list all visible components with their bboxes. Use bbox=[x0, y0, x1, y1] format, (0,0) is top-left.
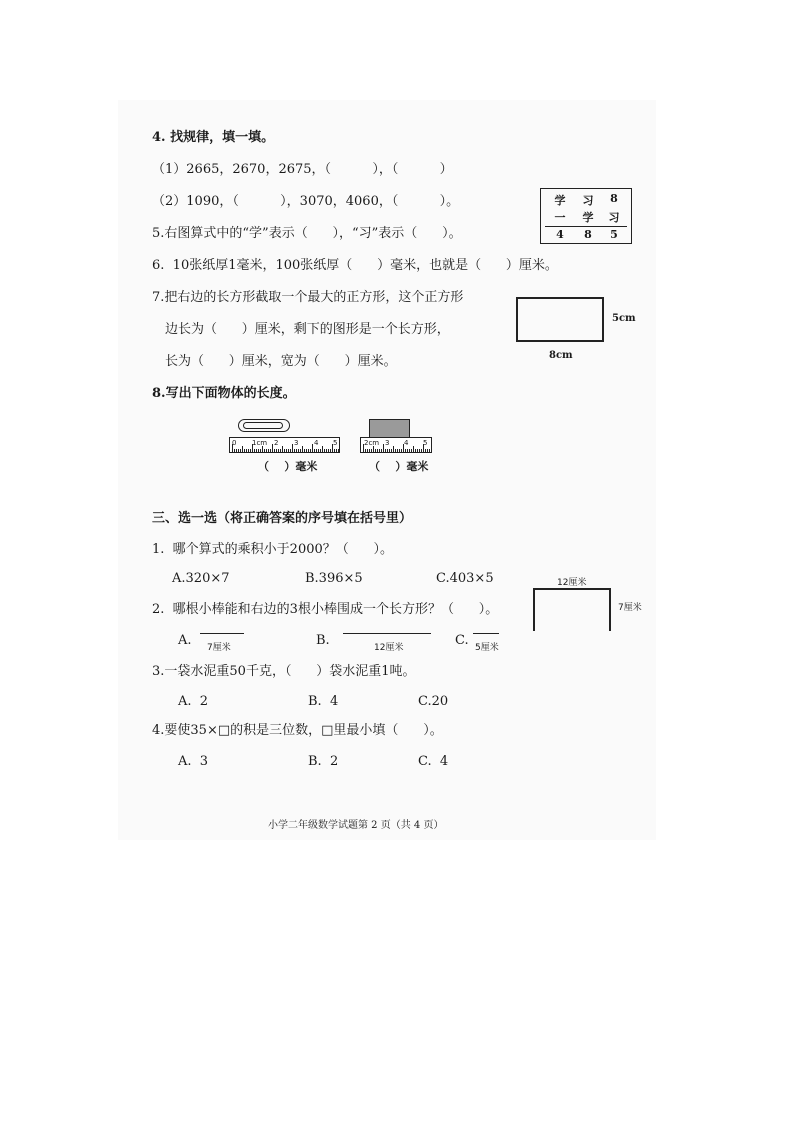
ruler-tick bbox=[304, 449, 305, 452]
q7-line1: 7.把右边的长方形截取一个最大的正方形，这个正方形 bbox=[152, 290, 464, 305]
ruler-tick bbox=[330, 449, 331, 452]
ruler2-num-4: 4 bbox=[404, 439, 409, 447]
ruler-tick bbox=[326, 449, 327, 452]
ruler-tick bbox=[264, 449, 265, 452]
s3-q3-option-a: A. 2 bbox=[178, 694, 209, 709]
s3-q2-option-c: C. bbox=[455, 633, 469, 648]
ruler-tick bbox=[308, 449, 309, 452]
page-footer: 小学二年级数学试题第 2 页（共 4 页） bbox=[268, 820, 444, 831]
ruler-tick bbox=[292, 444, 293, 452]
ruler-tick bbox=[312, 444, 313, 452]
ruler-tick bbox=[314, 449, 315, 452]
s3-q1-text: 1. 哪个算式的乘积小于2000？（ ）。 bbox=[152, 542, 394, 557]
ruler-tick bbox=[429, 449, 430, 452]
ruler-tick bbox=[367, 449, 368, 452]
ruler-tick bbox=[286, 449, 287, 452]
ruler-tick bbox=[266, 449, 267, 452]
s3-q1-option-a: A.320×7 bbox=[172, 571, 230, 586]
ruler-tick bbox=[334, 449, 335, 452]
ruler1-num-5: 5 bbox=[333, 439, 338, 447]
ruler-tick bbox=[270, 449, 271, 452]
ruler-tick bbox=[403, 444, 404, 452]
q4-line1: （1）2665，2670，2675，（ ），（ ） bbox=[152, 162, 453, 177]
vm-r1c3: 8 bbox=[610, 192, 618, 205]
ruler-tick bbox=[272, 444, 273, 452]
vm-r1c2: 习 bbox=[582, 194, 594, 207]
s3-q4-option-b: B. 2 bbox=[308, 754, 339, 769]
s3-q4-option-a: A. 3 bbox=[178, 754, 209, 769]
q8-answer-1: （ ）毫米 bbox=[258, 460, 318, 473]
ruler-tick bbox=[296, 449, 297, 452]
ruler-tick bbox=[417, 449, 418, 452]
ruler-tick bbox=[369, 449, 370, 452]
ruler2-start: 2cm bbox=[364, 439, 380, 447]
ruler-tick bbox=[423, 444, 424, 452]
frame-top-label: 12厘米 bbox=[557, 578, 587, 588]
vm-r2c1: 一 bbox=[554, 211, 566, 224]
ruler-tick bbox=[393, 446, 394, 452]
ruler-tick bbox=[387, 449, 388, 452]
vm-r1c1: 学 bbox=[554, 194, 566, 207]
ruler-tick bbox=[391, 449, 392, 452]
s3-q2-option-b: B. bbox=[316, 633, 330, 648]
q7-line2: 边长为（ ）厘米，剩下的图形是一个长方形， bbox=[165, 322, 450, 337]
ruler-tick bbox=[425, 449, 426, 452]
ruler1-num-3: 3 bbox=[294, 439, 299, 447]
ruler-tick bbox=[405, 449, 406, 452]
s3-q3-text: 3.一袋水泥重50千克，（ ）袋水泥重1吨。 bbox=[152, 664, 416, 679]
ruler-tick bbox=[363, 444, 364, 452]
stick-b bbox=[343, 633, 431, 634]
ruler-tick bbox=[421, 449, 422, 452]
ruler-tick bbox=[276, 449, 277, 452]
ruler-tick bbox=[278, 449, 279, 452]
vm-divider bbox=[545, 226, 627, 227]
ruler-tick bbox=[324, 449, 325, 452]
ruler-tick bbox=[389, 449, 390, 452]
ruler-tick bbox=[316, 449, 317, 452]
stick-a bbox=[200, 633, 244, 634]
stick-c-label: 5厘米 bbox=[475, 643, 499, 653]
ruler-tick bbox=[328, 449, 329, 452]
q4-line2: （2）1090，（ ），3070，4060，（ ）。 bbox=[152, 194, 460, 209]
ruler-tick bbox=[260, 449, 261, 452]
ruler1-num-4: 4 bbox=[314, 439, 319, 447]
s3-q1-option-c: C.403×5 bbox=[436, 571, 494, 586]
ruler-tick bbox=[246, 449, 247, 452]
ruler-tick bbox=[282, 446, 283, 452]
ruler-tick bbox=[302, 446, 303, 452]
ruler-tick bbox=[395, 449, 396, 452]
ruler-tick bbox=[381, 449, 382, 452]
ruler-tick bbox=[377, 449, 378, 452]
ruler-tick bbox=[280, 449, 281, 452]
ruler-tick bbox=[320, 449, 321, 452]
q8-title: 8.写出下面物体的长度。 bbox=[152, 386, 296, 401]
ruler-tick bbox=[244, 449, 245, 452]
ruler-tick bbox=[399, 449, 400, 452]
frame-side-label: 7厘米 bbox=[618, 603, 642, 613]
ruler-tick bbox=[332, 444, 333, 452]
ruler-tick bbox=[242, 446, 243, 452]
ruler-1 bbox=[229, 437, 340, 453]
stick-c bbox=[473, 633, 499, 634]
ruler-tick bbox=[322, 446, 323, 452]
ruler-tick bbox=[385, 449, 386, 452]
s3-q3-option-b: B. 4 bbox=[308, 694, 339, 709]
ruler1-num-2: 2 bbox=[274, 439, 279, 447]
ruler-tick bbox=[284, 449, 285, 452]
vertical-multiplication bbox=[540, 188, 632, 244]
ruler-tick bbox=[268, 449, 269, 452]
ruler-tick bbox=[318, 449, 319, 452]
ruler-tick bbox=[262, 446, 263, 452]
ruler-tick bbox=[258, 449, 259, 452]
measured-block bbox=[369, 419, 410, 439]
ruler-tick bbox=[365, 449, 366, 452]
q7-rectangle bbox=[516, 297, 604, 342]
vm-r3c3: 5 bbox=[610, 228, 618, 241]
ruler-tick bbox=[254, 449, 255, 452]
ruler-tick bbox=[375, 449, 376, 452]
s3-q2-text: 2. 哪根小棒能和右边的3根小棒围成一个长方形？（ ）。 bbox=[152, 602, 499, 617]
ruler1-unit: 1cm bbox=[252, 439, 268, 447]
ruler-tick bbox=[236, 449, 237, 452]
ruler1-zero: 0 bbox=[232, 439, 237, 447]
ruler-tick bbox=[306, 449, 307, 452]
s3-q1-option-b: B.396×5 bbox=[305, 571, 363, 586]
ruler-tick bbox=[336, 449, 337, 452]
q7-line3: 长为（ ）厘米，宽为（ ）厘米。 bbox=[165, 354, 397, 369]
ruler-tick bbox=[427, 449, 428, 452]
ruler-tick bbox=[409, 449, 410, 452]
section3-title: 三、选一选（将正确答案的序号填在括号里） bbox=[152, 511, 413, 526]
three-sticks-frame bbox=[533, 588, 611, 631]
q7-width-label: 8cm bbox=[549, 350, 573, 361]
ruler-tick bbox=[256, 449, 257, 452]
ruler-tick bbox=[232, 444, 233, 452]
ruler-tick bbox=[419, 449, 420, 452]
ruler-tick bbox=[252, 444, 253, 452]
stick-a-label: 7厘米 bbox=[207, 643, 231, 653]
ruler-tick bbox=[338, 449, 339, 452]
q6-text: 6. 10张纸厚1毫米，100张纸厚（ ）毫米，也就是（ ）厘米。 bbox=[152, 258, 558, 273]
ruler-tick bbox=[234, 449, 235, 452]
ruler-tick bbox=[288, 449, 289, 452]
ruler-tick bbox=[274, 449, 275, 452]
q8-answer-2: （ ）毫米 bbox=[369, 460, 429, 473]
q5-text: 5.右图算式中的“学”表示（ ），“习”表示（ ）。 bbox=[152, 226, 462, 241]
s3-q3-option-c: C.20 bbox=[418, 694, 449, 709]
paper-clip-icon bbox=[238, 419, 290, 432]
ruler-tick bbox=[415, 449, 416, 452]
vm-r3c2: 8 bbox=[584, 228, 592, 241]
ruler-2 bbox=[360, 437, 432, 453]
ruler-tick bbox=[397, 449, 398, 452]
ruler2-num-5: 5 bbox=[423, 439, 428, 447]
ruler-tick bbox=[373, 446, 374, 452]
ruler-tick bbox=[401, 449, 402, 452]
ruler-tick bbox=[294, 449, 295, 452]
ruler-tick bbox=[238, 449, 239, 452]
s3-q4-option-c: C. 4 bbox=[418, 754, 449, 769]
ruler-tick bbox=[407, 449, 408, 452]
s3-q2-option-a: A. bbox=[178, 633, 192, 648]
ruler2-num-3: 3 bbox=[385, 439, 390, 447]
q4-title: 4. 找规律，填一填。 bbox=[152, 130, 275, 145]
ruler-tick bbox=[379, 449, 380, 452]
ruler-tick bbox=[411, 449, 412, 452]
ruler-tick bbox=[290, 449, 291, 452]
ruler-tick bbox=[413, 446, 414, 452]
ruler-tick bbox=[248, 449, 249, 452]
q7-height-label: 5cm bbox=[612, 313, 636, 324]
vm-r2c2: 学 bbox=[582, 211, 594, 224]
ruler-tick bbox=[240, 449, 241, 452]
vm-r2c3: 习 bbox=[608, 211, 620, 224]
s3-q4-text: 4.要使35×□的积是三位数，□里最小填（ ）。 bbox=[152, 723, 443, 738]
stick-b-label: 12厘米 bbox=[374, 643, 404, 653]
ruler-tick bbox=[250, 449, 251, 452]
vm-r3c1: 4 bbox=[556, 228, 564, 241]
ruler-tick bbox=[310, 449, 311, 452]
ruler-tick bbox=[298, 449, 299, 452]
ruler-tick bbox=[300, 449, 301, 452]
ruler-tick bbox=[383, 444, 384, 452]
ruler-tick bbox=[371, 449, 372, 452]
